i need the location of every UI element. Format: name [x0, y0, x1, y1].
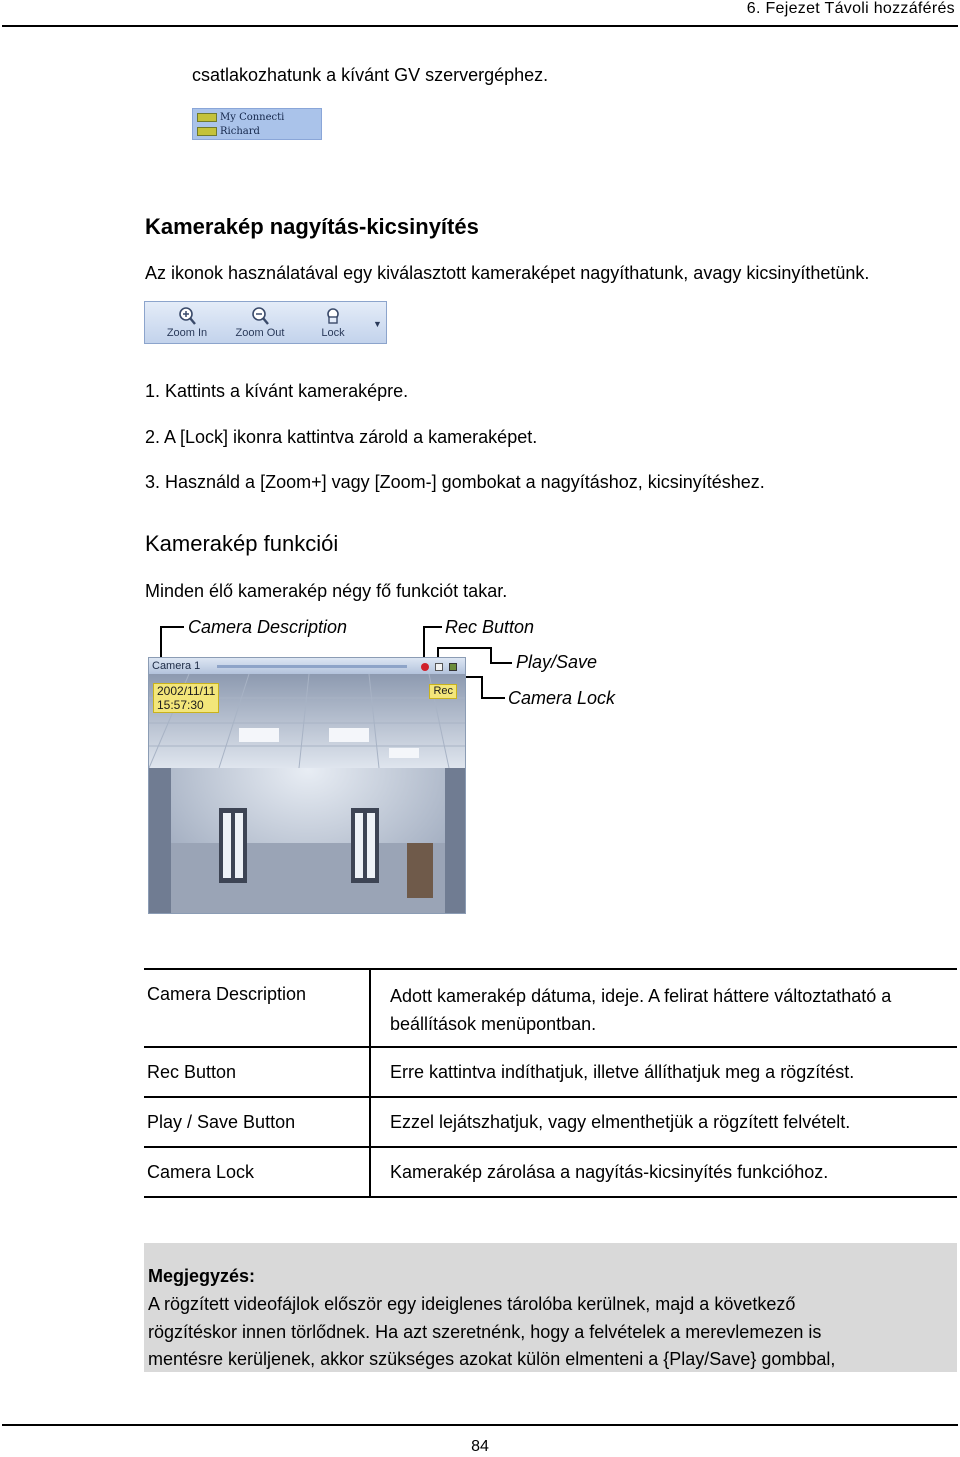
table-term: Camera Lock — [147, 1162, 255, 1182]
callout-play-save: Play/Save — [516, 652, 598, 672]
connection-item-label: My Connecti — [220, 112, 285, 123]
table-term: Camera Description — [147, 984, 307, 1004]
table-row — [144, 1148, 957, 1198]
play-save-icon[interactable] — [435, 663, 443, 671]
note-line: mentésre kerüljenek, akkor szükséges azokat külön elmenteni a {Play/Save} gombbal, — [148, 1349, 836, 1369]
table-desc: Erre kattintva indíthatjuk, illetve állíthatjuk meg a rögzítést. — [390, 1062, 855, 1082]
table-term: Play / Save Button — [147, 1112, 296, 1132]
zoom-in-icon — [177, 306, 197, 326]
table-column-divider — [369, 968, 371, 1197]
note-box — [144, 1243, 957, 1372]
camera-time: 15:57:30 — [157, 698, 204, 712]
leader-line — [160, 626, 184, 628]
lock-button[interactable] — [311, 306, 355, 339]
callout-rec-button: Rec Button — [445, 617, 535, 637]
zoom-section-title: Kamerakép nagyítás-kicsinyítés — [145, 214, 479, 239]
chapter-header: 6. Fejezet Távoli hozzáférés — [746, 0, 955, 17]
camera-title: Camera 1 — [152, 660, 201, 672]
table-row — [144, 970, 957, 1048]
camera-view[interactable] — [148, 657, 466, 914]
zoom-section-description: Az ikonok használatával egy kiválasztott kameraképet nagyíthatunk, avagy kicsinyíthetünk. — [145, 263, 870, 283]
leader-line — [437, 647, 491, 649]
page-number: 84 — [471, 1438, 489, 1455]
header-divider — [2, 25, 958, 27]
lock-label: Lock — [321, 327, 345, 339]
table-row — [144, 1048, 957, 1098]
connection-item[interactable] — [197, 126, 260, 138]
note-title: Megjegyzés: — [148, 1266, 256, 1286]
connection-list — [192, 108, 322, 140]
table-desc: Ezzel lejátszhatjuk, vagy elmenthetjük a rögzített felvételt. — [390, 1112, 851, 1132]
intro-line: csatlakozhatunk a kívánt GV szervergéphez. — [192, 65, 549, 85]
table-row — [144, 1098, 957, 1148]
rec-badge: Rec — [429, 684, 457, 699]
zoom-in-label: Zoom In — [166, 327, 208, 339]
camera-lock-icon[interactable] — [449, 663, 457, 671]
note-line: rögzítéskor innen törlődnek. Ha azt szeretnénk, hogy a felvételek a merevlemezen is — [148, 1322, 822, 1342]
connection-item[interactable] — [197, 112, 284, 124]
zoom-out-icon — [250, 306, 270, 326]
functions-section-title: Kamerakép funkciói — [145, 531, 339, 556]
leader-line — [481, 697, 505, 699]
camera-description — [153, 683, 219, 713]
zoom-toolbar — [144, 301, 387, 344]
table-desc: Kamerakép zárolása a nagyítás-kicsinyítés funkcióhoz. — [390, 1162, 829, 1182]
functions-section-description: Minden élő kamerakép négy fő funkciót takar. — [145, 581, 508, 601]
zoom-out-label: Zoom Out — [235, 327, 285, 339]
connection-item-label: Richard — [220, 126, 260, 137]
connection-icon — [197, 113, 217, 122]
lock-icon — [323, 306, 343, 326]
zoom-out-button[interactable] — [229, 306, 291, 339]
connection-icon — [197, 127, 217, 136]
leader-line — [423, 626, 442, 628]
rec-button-icon[interactable] — [421, 663, 429, 671]
callout-camera-lock: Camera Lock — [508, 688, 616, 708]
leader-line — [481, 676, 483, 698]
zoom-in-button[interactable] — [159, 306, 215, 339]
zoom-step: 1. Kattints a kívánt kameraképre. — [145, 381, 409, 401]
zoom-step: 3. Használd a [Zoom+] vagy [Zoom-] gombokat a nagyításhoz, kicsinyítéshez. — [145, 472, 765, 492]
callout-camera-description: Camera Description — [188, 617, 348, 637]
table-term: Rec Button — [147, 1062, 237, 1082]
functions-table — [144, 968, 957, 1198]
camera-title-track — [217, 665, 407, 668]
footer-divider — [2, 1424, 958, 1426]
toolbar-dropdown-icon[interactable]: ▼ — [373, 319, 382, 329]
table-desc: Adott kamerakép dátuma, ideje. A felirat háttere változtatható a beállítások menüpontban. — [390, 986, 892, 1034]
leader-line — [490, 662, 512, 664]
camera-date: 2002/11/11 — [157, 684, 216, 698]
note-line: A rögzített videofájlok először egy ideiglenes tárolóba kerülnek, majd a következő — [148, 1294, 796, 1314]
zoom-step: 2. A [Lock] ikonra kattintva zárold a kameraképet. — [145, 427, 538, 447]
